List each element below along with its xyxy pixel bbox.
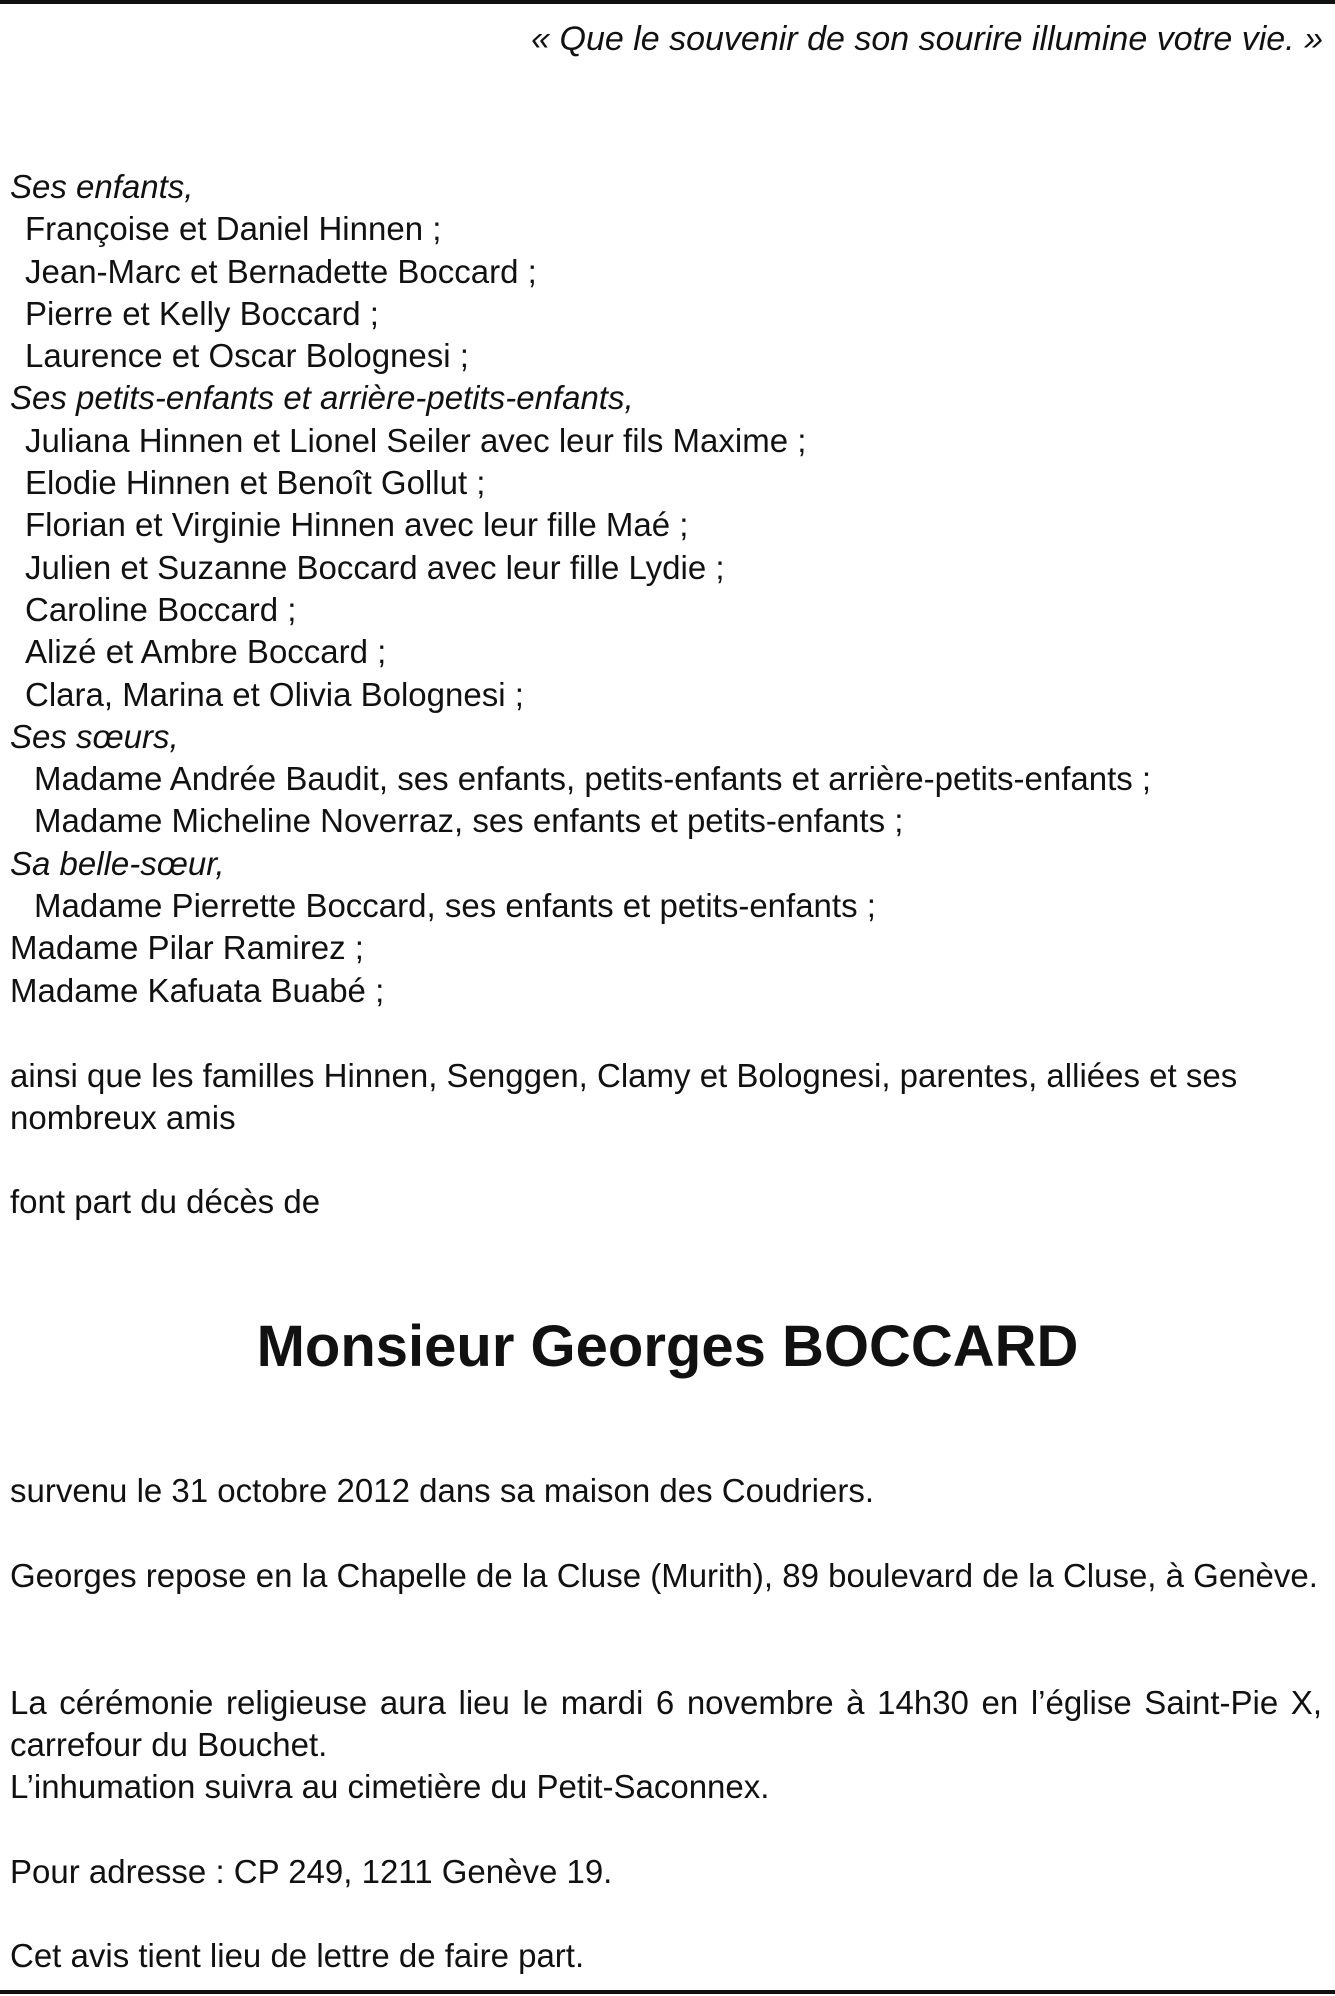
other-relative-entry: Madame Pilar Ramirez ; [10,929,364,967]
grandchild-entry: Elodie Hinnen et Benoît Gollut ; [25,464,486,502]
sister-in-law-entry: Madame Pierrette Boccard, ses enfants et petits-enfants ; [34,887,876,925]
announcement-text: font part du décès de [10,1183,321,1220]
child-entry: Françoise et Daniel Hinnen ; [25,210,442,248]
top-rule [0,0,1335,4]
sister-entry: Madame Andrée Baudit, ses enfants, petits-enfants et arrière-petits-enfants ; [34,760,1152,798]
closing-paragraph: Cet avis tient lieu de lettre de faire part. [10,1937,585,1974]
child-entry: Jean-Marc et Bernadette Boccard ; [25,252,537,290]
grandchildren-heading: Ses petits-enfants et arrière-petits-enfants, [10,379,634,417]
grandchild-entry: Florian et Virginie Hinnen avec leur fille Maé ; [25,506,689,544]
ceremony-paragraph: La cérémonie religieuse aura lieu le mardi 6 novembre à 14h30 en l’église Saint-Pie X, carrefour du Bouchet. [10,1684,1322,1763]
bottom-rule [0,1990,1335,1994]
child-entry: Laurence et Oscar Bolognesi ; [25,337,469,375]
grandchild-entry: Alizé et Ambre Boccard ; [25,633,387,671]
address-paragraph: Pour adresse : CP 249, 1211 Genève 19. [10,1853,613,1890]
grandchild-entry: Clara, Marina et Olivia Bolognesi ; [25,675,524,713]
family-list [10,166,1151,1012]
sister-entry: Madame Micheline Noverraz, ses enfants et petits-enfants ; [34,802,904,840]
grandchild-entry: Julien et Suzanne Boccard avec leur fille Lydie ; [25,548,725,586]
epigraph-quote: « Que le souvenir de son sourire illumine votre vie. » [531,20,1323,58]
rest-paragraph: Georges repose en la Chapelle de la Cluse (Murith), 89 boulevard de la Cluse, à Genève. [10,1557,1318,1594]
death-paragraph: survenu le 31 octobre 2012 dans sa maison des Coudriers. [10,1472,875,1509]
sister-in-law-heading: Sa belle-sœur, [10,844,225,882]
families-paragraph: ainsi que les familles Hinnen, Senggen, Clamy et Bolognesi, parentes, alliées et ses nombreux amis [10,1057,1238,1136]
sisters-heading: Ses sœurs, [10,717,179,755]
burial-paragraph: L’inhumation suivra au cimetière du Petit-Saconnex. [10,1768,770,1805]
children-heading: Ses enfants, [10,168,194,205]
deceased-name: Monsieur Georges BOCCARD [256,1314,1079,1379]
grandchild-entry: Juliana Hinnen et Lionel Seiler avec leur fils Maxime ; [25,421,807,459]
grandchild-entry: Caroline Boccard ; [25,590,297,628]
child-entry: Pierre et Kelly Boccard ; [25,294,379,332]
other-relative-entry: Madame Kafuata Buabé ; [10,971,385,1009]
